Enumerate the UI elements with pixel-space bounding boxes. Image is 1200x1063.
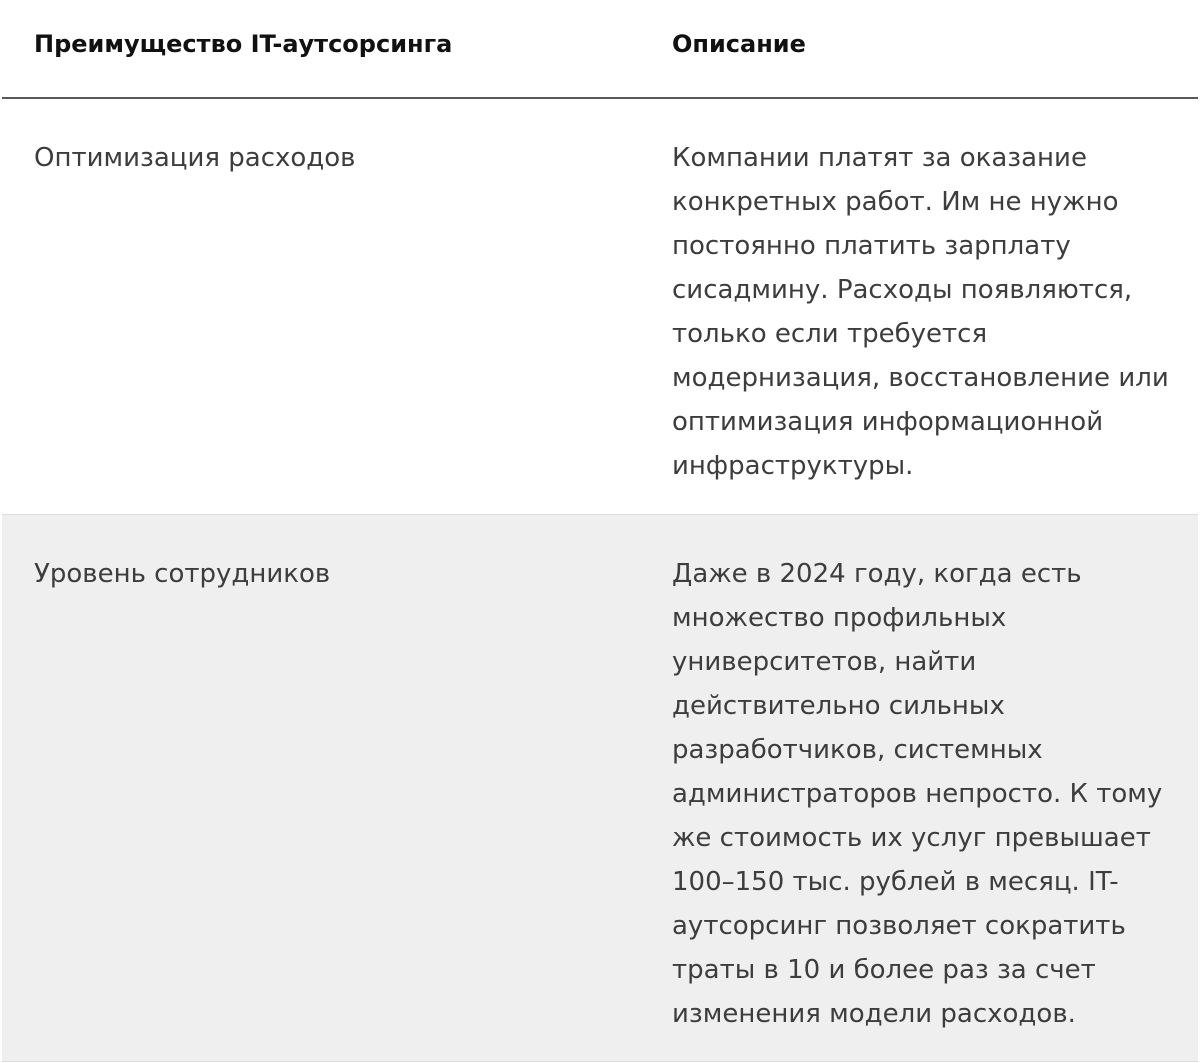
- description-line: университетов, найти: [672, 647, 977, 677]
- description-line: постоянно платить зарплату: [672, 231, 1071, 261]
- header-description: Описание: [672, 30, 806, 58]
- header-advantage: Преимущество IT-аутсорсинга: [34, 30, 453, 58]
- description-line: траты в 10 и более раз за счет: [672, 955, 1096, 985]
- description-cell: [672, 136, 1172, 488]
- description-line: конкретных работ. Им не нужно: [672, 187, 1119, 217]
- description-line: аутсорсинг позволяет сократить: [672, 911, 1126, 941]
- description-line: разработчиков, системных: [672, 735, 1043, 765]
- table-row: [2, 99, 1198, 515]
- description-line: же стоимость их услуг превышает: [672, 823, 1151, 853]
- description-line: администраторов непросто. К тому: [672, 779, 1163, 809]
- description-line: множество профильных: [672, 603, 1007, 633]
- description-line: изменения модели расходов.: [672, 999, 1076, 1029]
- advantage-cell: Уровень сотрудников: [34, 559, 331, 589]
- description-line: действительно сильных: [672, 691, 1005, 721]
- table-row: [2, 515, 1198, 1062]
- description-cell: [672, 552, 1172, 1036]
- description-line: Даже в 2024 году, когда есть: [672, 559, 1082, 589]
- comparison-table: [2, 0, 1198, 1062]
- table-header-row: [2, 0, 1198, 99]
- advantage-cell: Оптимизация расходов: [34, 143, 356, 173]
- description-line: инфраструктуры.: [672, 451, 914, 481]
- description-line: только если требуется: [672, 319, 988, 349]
- description-line: сисадмину. Расходы появляются,: [672, 275, 1133, 305]
- description-line: Компании платят за оказание: [672, 143, 1087, 173]
- description-line: оптимизация информационной: [672, 407, 1104, 437]
- description-line: модернизация, восстановление или: [672, 363, 1169, 393]
- description-line: 100–150 тыс. рублей в месяц. IT-: [672, 867, 1119, 897]
